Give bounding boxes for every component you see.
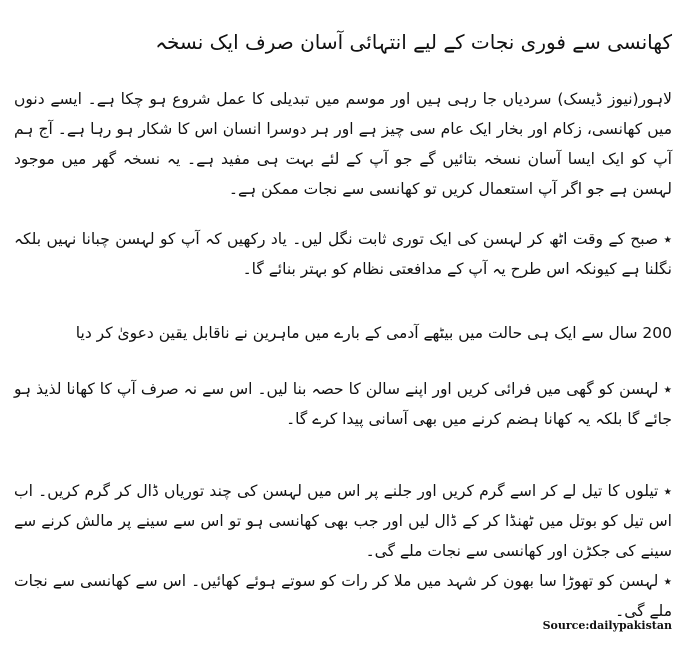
source-credit: Source:dailypakistan [542,619,672,632]
paragraph-tip-fry-garlic: ٭ لہسن کو گھی میں فرائی کریں اور اپنے سالن کا حصہ بنا لیں۔ اس سے نہ صرف آپ کا کھانا لذیذ ہو جائے گا بلکہ یہ کھانا ہضم کرنے میں بھی آسانی پیدا کرے گا۔ [14,380,672,428]
paragraph-tip-garlic-oil: ٭ تیلوں کا تیل لے کر اسے گرم کریں اور جلنے پر اس میں لہسن کی چند توریاں ڈال کر گرم کریں۔ اب اس تیل کو بوتل میں ٹھنڈا کر کے ڈال لیں اور جب بھی کھانسی ہو تو اس سے سینے پر مالش کرنے سے سینے کی جکڑن اور کھانسی سے نجات ملے گی۔ [14,482,672,560]
paragraph-related-headline: 200 سال سے ایک ہی حالت میں بیٹھے آدمی کے بارے میں ماہرین نے ناقابل یقین دعویٰ کر دیا [75,324,672,342]
paragraph-tip-garlic-honey: ٭ لہسن کو تھوڑا سا بھون کر شہد میں ملا کر رات کو سوتے ہوئے کھائیں۔ اس سے کھانسی سے نجات ملے گی۔ [14,572,672,620]
article-title: کھانسی سے فوری نجات کے لیے انتہائی آسان صرف ایک نسخہ [155,30,672,54]
article [14,0,672,652]
paragraph-tip-swallow-garlic: ٭ صبح کے وقت اٹھ کر لہسن کی ایک توری ثابت نگل لیں۔ یاد رکھیں کہ آپ کو لہسن چبانا نہیں بلکہ نگلنا ہے کیونکہ اس طرح یہ آپ کے مدافعتی نظام کو بہتر بنائے گا۔ [14,230,672,278]
paragraph-intro: لاہور(نیوز ڈیسک) سردیاں جا رہی ہیں اور موسم میں تبدیلی کا عمل شروع ہو چکا ہے۔ ایسے دنوں میں کھانسی، زکام اور بخار ایک عام سی چیز ہے اور ہر دوسرا انسان اس کا شکار ہو رہا ہے۔ آج ہم آپ کو ایک ایسا آسان نسخہ بتائیں گے جو آپ کے لئے بہت ہی مفید ہے۔ یہ نسخہ گھر میں موجود لہسن ہے جو اگر آپ استعمال کریں تو کھانسی سے نجات ممکن ہے۔ [14,90,672,198]
